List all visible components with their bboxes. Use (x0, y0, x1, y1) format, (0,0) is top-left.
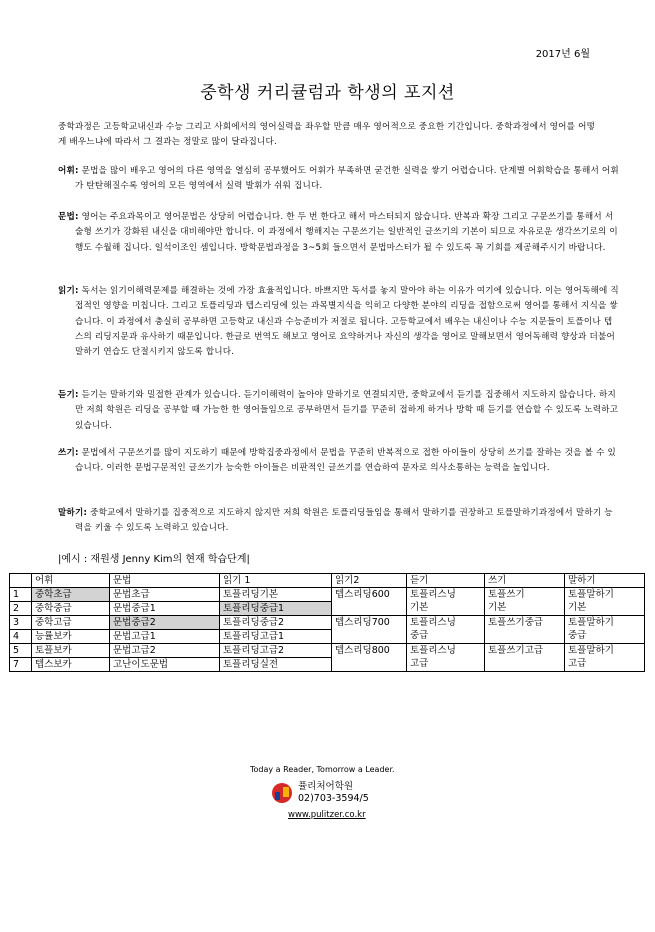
section-text: 독서는 읽기이해력문제를 해결하는 것에 가장 효율적입니다. 바쁘지만 독서를 놓지 말아야 하는 이유가 여기에 있습니다. 이는 영어독해에 직접적인 영향을 미칩니다. 그리고 토플리딩과 텝스리딩에 있는 과목별지식을 익히고 다양한 분야의 리딩을 접함으로써 영어를 통해서 지식을 쌓습니다. 이 과정에서 충실히 공부하면 고등학교 내신과 수능준비가 저절로 됩니다. 고등학교에서 배우는 내신이나 수능 지문들이 토플이나 텝스의 리딩지문과 유사하기 때문입니다. 한글로 번역도 해보고 영어로 요약하거나 자신의 생각을 영어로 말해보면서 영어독해력 향상과 더불어 말하기 연습도 단절시키지 않도록 합니다. (75, 286, 619, 358)
speaking-cell (565, 616, 645, 644)
section-listening (58, 388, 620, 434)
speaking-cell (565, 588, 645, 616)
speaking-line: 토플말하기 (568, 645, 614, 656)
vocab-cell: 능률보카 (32, 630, 110, 644)
header-cell: 읽기2 (332, 574, 407, 588)
curriculum-table (9, 573, 645, 672)
writing-cell (485, 588, 565, 616)
section-lead: 문법: (58, 212, 79, 222)
listening-level: 기본 (410, 602, 429, 613)
listening-level: 고급 (410, 658, 429, 669)
header-cell (10, 574, 32, 588)
writing-level: 기본 (488, 602, 507, 613)
section-lead: 말하기: (58, 508, 88, 518)
listening-line: 토플리스닝 (410, 589, 456, 600)
speaking-level: 고급 (568, 658, 587, 669)
footer-logo-block (272, 781, 412, 811)
table-row (10, 588, 645, 602)
vocab-cell: 중학고급 (32, 616, 110, 630)
page-title: 중학생 커리큘럼과 학생의 포지션 (200, 83, 455, 103)
grammar-cell: 고난이도문법 (110, 658, 220, 672)
footer-org-name: 퓰리처어학원 (298, 781, 354, 792)
row-number: 2 (10, 602, 32, 616)
grammar-cell: 문법중급1 (110, 602, 220, 616)
header-cell: 문법 (110, 574, 220, 588)
section-reading (58, 284, 620, 360)
reading1-cell: 토플리딩기본 (220, 588, 332, 602)
header-cell: 읽기 1 (220, 574, 332, 588)
header-cell: 쓰기 (485, 574, 565, 588)
listening-cell (407, 644, 485, 672)
reading1-cell: 토플리딩중급1 (220, 602, 332, 616)
grammar-cell: 문법고급1 (110, 630, 220, 644)
listening-line: 토플리스닝 (410, 617, 456, 628)
writing-cell: 토플쓰기중급 (485, 616, 565, 644)
listening-line: 토플리스닝 (410, 645, 456, 656)
section-text: 영어는 주요과목이고 영어문법은 상당히 어렵습니다. 한 두 번 한다고 해서 마스터되지 않습니다. 반복과 확장 그리고 구문쓰기를 통해서 서술형 쓰기가 강화된 내신을 대비해야만 합니다. 이 과정에서 행해지는 구문쓰기는 일반적인 글쓰기의 기본이 되므로 자유로운 생각쓰기로의 이행도 수월해 집니다. 일석이조인 셈입니다. 방학문법과정을 3~5회 들으면서 문법마스터가 될 수 있도록 꼭 기회를 제공해주시기 바랍니다. (75, 212, 618, 253)
header-cell: 어휘 (32, 574, 110, 588)
reading2-cell: 텝스리딩600 (332, 588, 407, 616)
writing-line: 토플쓰기 (488, 589, 525, 600)
section-lead: 읽기: (58, 286, 79, 296)
example-label: |예시 : 재원생 Jenny Kim의 현재 학습단계| (58, 554, 250, 565)
footer-phone: 02)703-3594/5 (298, 793, 369, 804)
pulitzer-logo-icon (272, 783, 292, 803)
section-text: 듣기는 말하기와 밀접한 관계가 있습니다. 듣기이해력이 높아야 말하기로 연결되지만, 중학교에서 듣기를 집중해서 지도하지 않습니다. 하지만 저희 학원은 리딩을 공부할 때 가능한 한 영어들임으로 공부하면서 듣기를 꾸준히 접하게 하거나 방학 때 듣기를 연습할 수 있도록 노력하고 있습니다. (75, 390, 619, 431)
section-lead: 쓰기: (58, 448, 79, 458)
section-grammar (58, 210, 620, 256)
section-speaking (58, 506, 620, 537)
header-cell: 듣기 (407, 574, 485, 588)
listening-cell (407, 616, 485, 644)
speaking-cell (565, 644, 645, 672)
reading1-cell: 토플리딩중급2 (220, 616, 332, 630)
reading1-cell: 토플리딩실전 (220, 658, 332, 672)
section-text: 문법에서 구문쓰기를 많이 지도하기 때문에 방학집중과정에서 문법을 꾸준히 반복적으로 접한 아이들이 상당히 쓰기를 잘하는 것을 볼 수 있습니다. 이러한 문법구문적인 글쓰기가 능숙한 아이들은 비판적인 글쓰기를 연습하여 문자로 의사소통하는 능력을 높입니다. (75, 448, 617, 474)
table-header-row (10, 574, 645, 588)
table-row (10, 616, 645, 630)
speaking-line: 토플말하기 (568, 617, 614, 628)
vocab-cell: 텝스보카 (32, 658, 110, 672)
reading2-cell: 텝스리딩800 (332, 644, 407, 672)
intro-paragraph: 중학과정은 고등학교내신과 수능 그리고 사회에서의 영어실력을 좌우할 만큼 매우 영어적으로 중요한 기간입니다. 중학과정에서 영어를 어떻게 배우느냐에 따라서 그 결과는 정말로 많이 달라집니다. (58, 122, 596, 148)
row-number: 7 (10, 658, 32, 672)
section-lead: 어휘: (58, 166, 79, 176)
grammar-cell: 문법고급2 (110, 644, 220, 658)
row-number: 1 (10, 588, 32, 602)
grammar-cell: 문법중급2 (110, 616, 220, 630)
header-cell: 말하기 (565, 574, 645, 588)
footer-slogan: Today a Reader, Tomorrow a Leader. (250, 765, 395, 774)
speaking-level: 기본 (568, 602, 587, 613)
section-lead: 듣기: (58, 390, 79, 400)
table-row (10, 644, 645, 658)
reading1-cell: 토플리딩고급2 (220, 644, 332, 658)
footer-website-link[interactable]: www.pulitzer.co.kr (288, 810, 366, 820)
row-number: 4 (10, 630, 32, 644)
section-text: 중학교에서 말하기를 집중적으로 지도하지 않지만 저희 학원은 토플리딩들임을 통해서 말하기를 권장하고 토플말하기과정에서 말하기 능력을 키울 수 있도록 노력하고 있습니다. (75, 508, 613, 534)
listening-cell (407, 588, 485, 616)
grammar-cell: 문법초급 (110, 588, 220, 602)
vocab-cell: 토플보카 (32, 644, 110, 658)
document-date: 2017년 6월 (535, 49, 590, 60)
row-number: 5 (10, 644, 32, 658)
speaking-level: 중급 (568, 630, 587, 641)
speaking-line: 토플말하기 (568, 589, 614, 600)
writing-cell: 토플쓰기고급 (485, 644, 565, 672)
listening-level: 중급 (410, 630, 429, 641)
vocab-cell: 중학초급 (32, 588, 110, 602)
vocab-cell: 중학중급 (32, 602, 110, 616)
reading1-cell: 토플리딩고급1 (220, 630, 332, 644)
section-writing (58, 446, 620, 477)
section-text: 문법을 많이 배우고 영어의 다른 영역을 열심히 공부했어도 어휘가 부족하면 굳건한 실력을 쌓기 어렵습니다. 단계별 어휘학습을 통해서 어휘가 탄탄해질수록 영어의 모든 영역에서 실력 발휘가 쉬워 집니다. (75, 166, 619, 192)
section-vocab (58, 164, 620, 195)
reading2-cell: 텝스리딩700 (332, 616, 407, 644)
row-number: 3 (10, 616, 32, 630)
